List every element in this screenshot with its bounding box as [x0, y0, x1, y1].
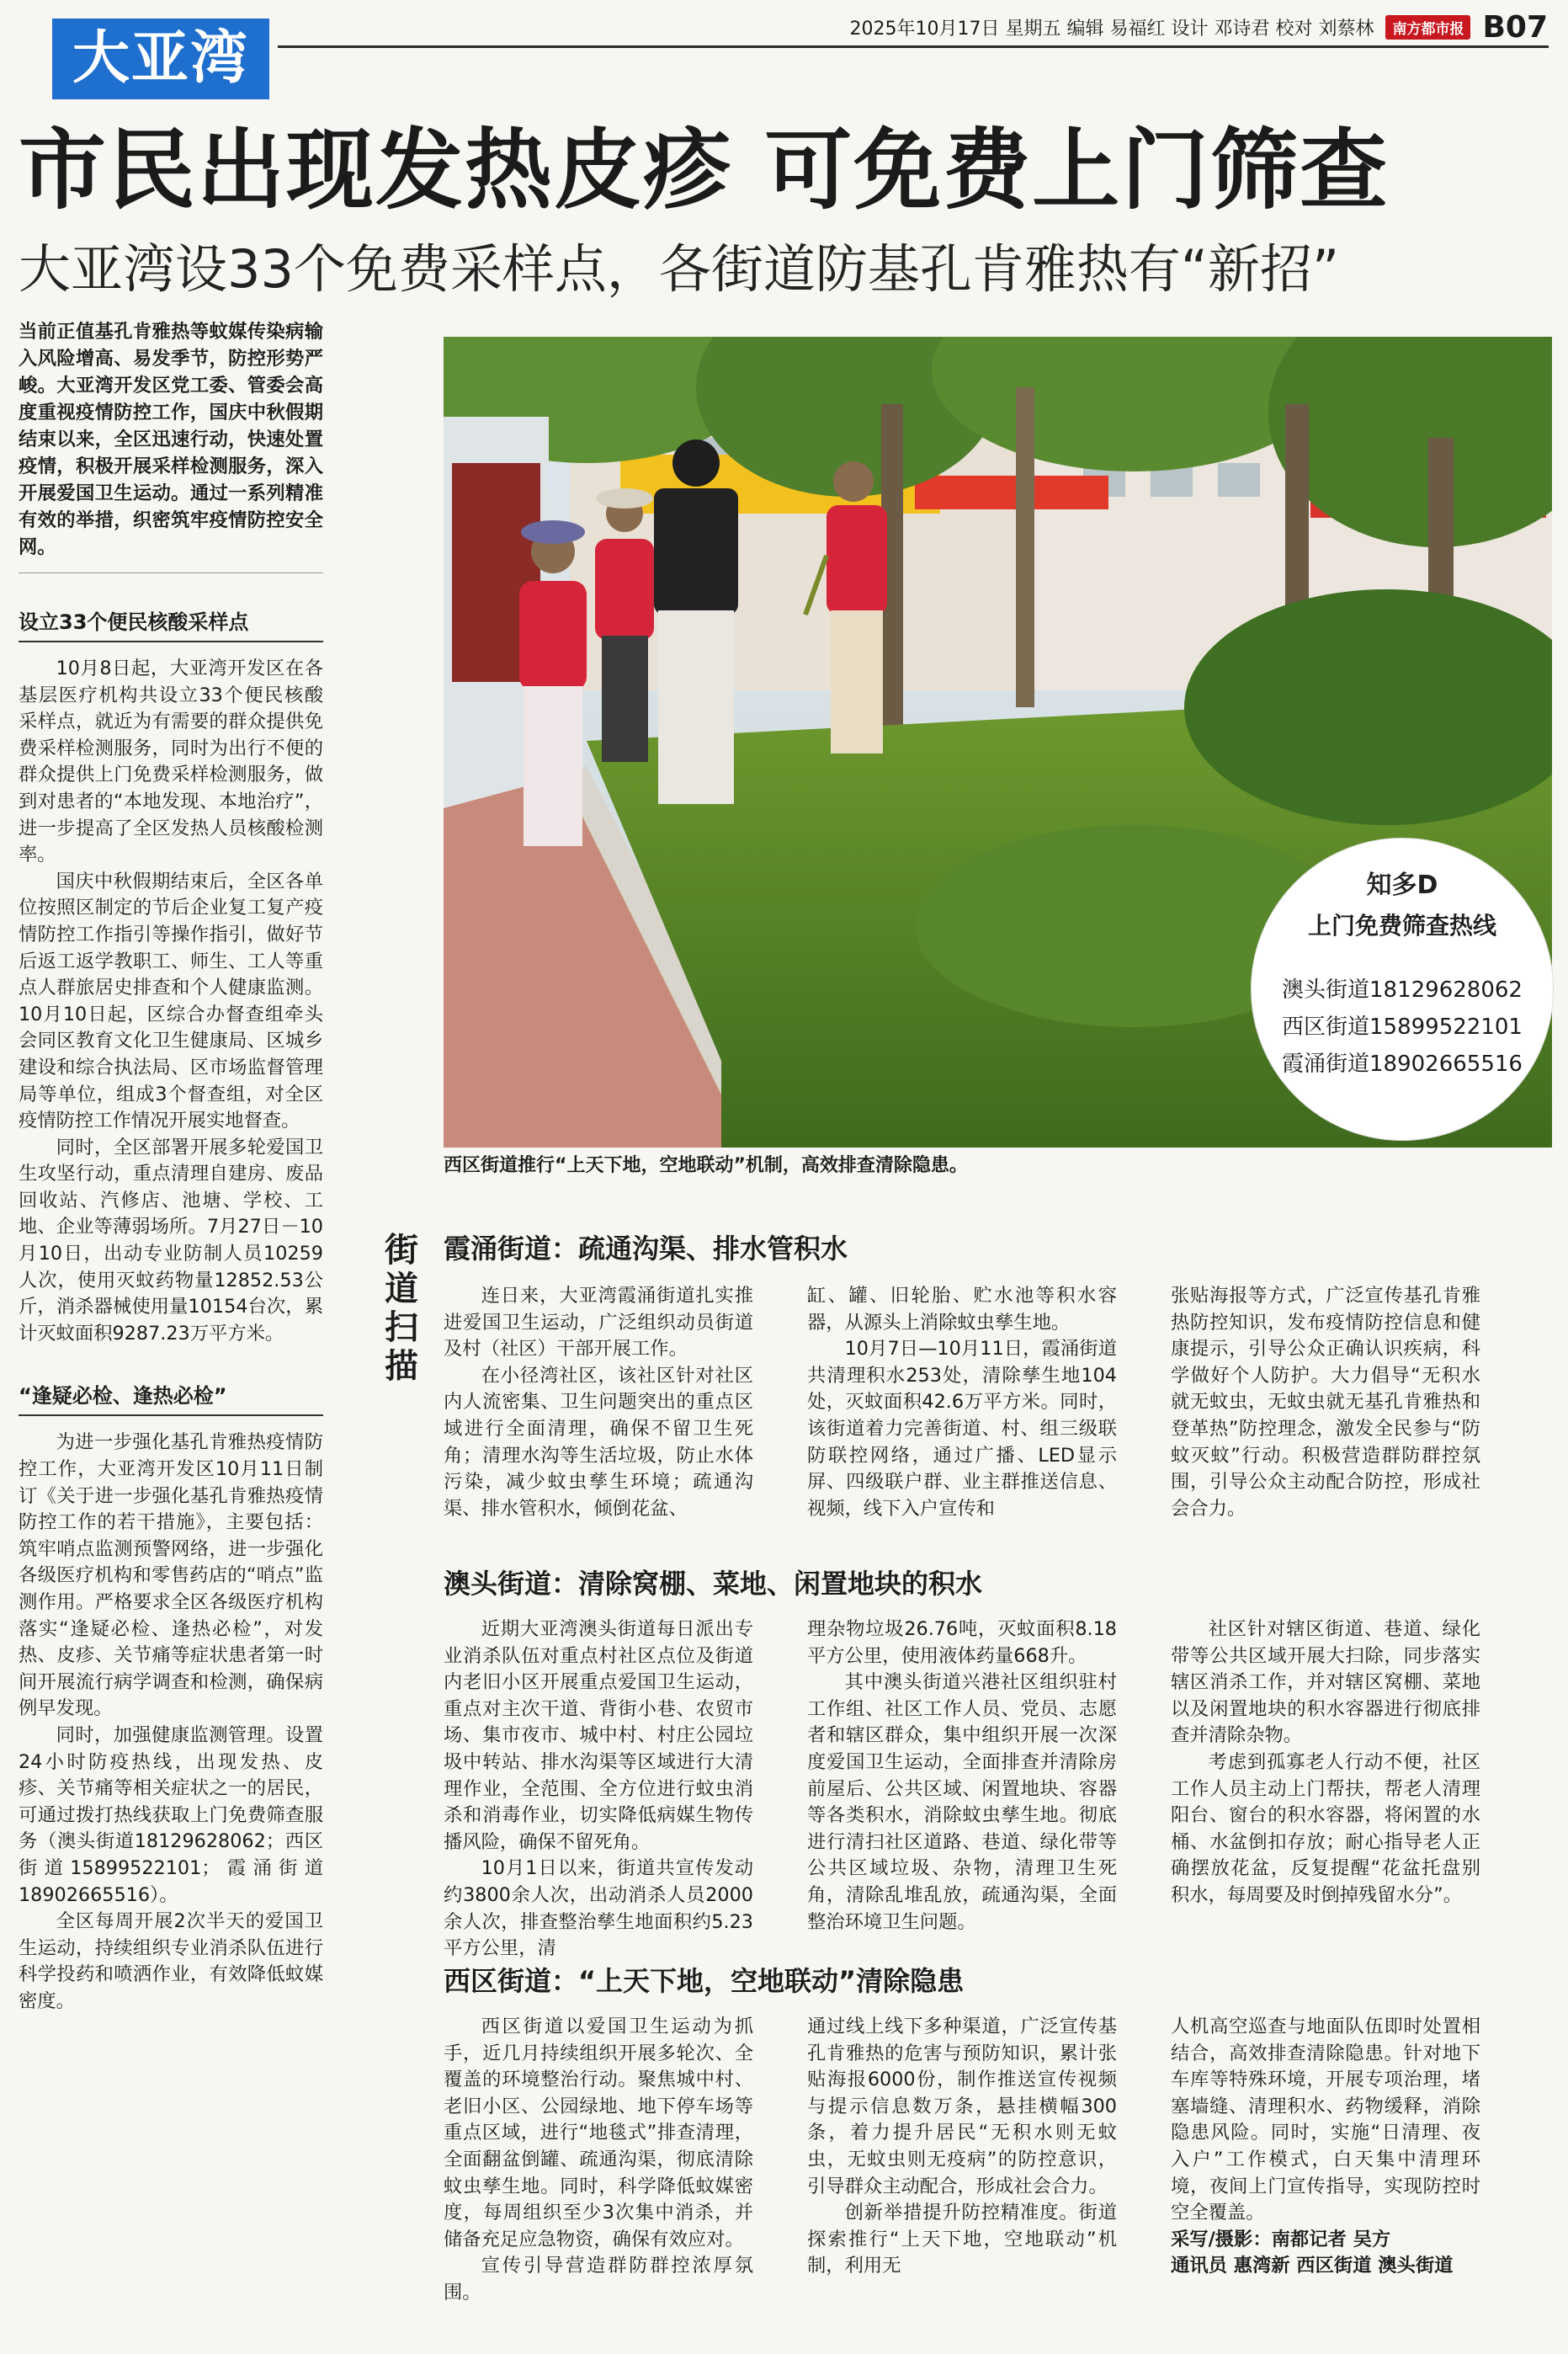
paragraph: 同时，全区部署开展多轮爱国卫生攻坚行动，重点清理自建房、废品回收站、汽修店、池塘、学校、工地、企业等薄弱场所。7月27日－10月10日，出动专业防制人员10259人次，使用灭蚊药物量12852.53公斤，消杀器械使用量10154台次，累计灭蚊面积9287.23万平方米。 [19, 1136, 323, 1345]
hotline-item: 澳头街道18129628062 [1282, 977, 1523, 1003]
paragraph: 10月7日—10月11日，霞涌街道共清理积水253处，清除孳生地104处，灭蚊面积42.6万平方米。同时，该街道着力完善街道、村、组三级联防联控网络，通过广播、LED显示屏、四级联户群、业主群推送信息、视频，线下入户宣传和 [807, 1338, 1117, 1520]
paragraph: 10月8日起，大亚湾开发区在各基层医疗机构共设立33个便民核酸采样点，就近为有需要的群众提供免费采样检测服务，同时为出行不便的群众提供上门免费采样检测服务，做到对患者的“本地发现、本地治疗”，进一步提高了全区发热人员核酸检测率。 [19, 658, 323, 866]
paragraph: 在小径湾社区，该社区针对社区内人流密集、卫生问题突出的重点区域进行全面清理，确保不留卫生死角；清理水沟等生活垃圾，防止水体污染，减少蚊虫孳生环境；疏通沟渠、排水管积水，倾倒花盆、 [444, 1364, 753, 1520]
hotline-brand: 知多D [1366, 871, 1438, 900]
text-column [444, 2014, 753, 2307]
credit-line: 通讯员 惠湾新 西区街道 澳头街道 [1171, 2255, 1454, 2277]
paragraph: 社区针对辖区街道、巷道、绿化带等公共区域开展大扫除，同步落实辖区消杀工作，并对辖区窝棚、菜地以及闲置地块的积水容器进行彻底排查并清除杂物。 [1171, 1618, 1480, 1747]
paragraph: 张贴海报等方式，广泛宣传基孔肯雅热防控知识，发布疫情防控信息和健康提示，引导公众正确认识疾病，科学做好个人防护。大力倡导“无积水就无蚊虫，无蚊虫就无基孔肯雅热和登革热”防控理念，激发全民参与“防蚊灭蚊”行动。积极营造群防群控氛围，引导公众主动配合防控，形成社会合力。 [1171, 1285, 1480, 1520]
hotline-title: 上门免费筛查热线 [1307, 912, 1496, 940]
side-label: 街道扫描 [385, 1231, 418, 1386]
paragraph: 考虑到孤寡老人行动不便，社区工作人员主动上门帮扶，帮老人清理阳台、窗台的积水容器，将闲置的水桶、水盆倒扣存放；耐心指导老人正确摆放花盆，反复提醒“花盆托盘别积水，每周要及时倒掉残留水分”。 [1171, 1750, 1480, 1906]
paragraph: 通过线上线下多种渠道，广泛宣传基孔肯雅热的危害与预防知识，累计张贴海报6000份，制作推送宣传视频与提示信息数万条，悬挂横幅300条，着力提升居民“无积水则无蚊虫，无蚊虫则无疫病”的防控意识，引导群众主动配合，形成社会合力。 [807, 2016, 1117, 2197]
newspaper-logo: 南方都市报 [1385, 15, 1470, 40]
subsection-body [444, 1283, 1480, 1522]
left-column [19, 318, 323, 2016]
header-meta [849, 9, 1548, 45]
headline: 市民出现发热皮疹 可免费上门筛查 [19, 119, 1390, 221]
resident [654, 439, 738, 804]
photo-caption: 西区街道推行“上天下地，空地联动”机制，高效排查清除隐患。 [444, 1155, 968, 1176]
paragraph: 全区每周开展2次半天的爱国卫生运动，持续组织专业消杀队伍进行科学投药和喷洒作业，有效降低蚊媒密度。 [19, 1910, 323, 2012]
paragraph: 其中澳头街道兴港社区组织驻村工作组、社区工作人员、党员、志愿者和辖区群众，集中组织开展一次深度爱国卫生运动，全面排查并清除房前屋后、公共区域、闲置地块、容器等各类积水，消除蚊虫孳生地。彻底进行清扫社区道路、巷道、绿化带等公共区域垃圾、杂物，清理卫生死角，清除乱堆乱放，疏通沟渠，全面整治环境卫生问题。 [807, 1671, 1117, 1933]
subsection-heading: 澳头街道：清除窝棚、菜地、闲置地块的积水 [444, 1568, 983, 1600]
text-column [807, 2014, 1117, 2307]
credit-line: 采写/摄影：南都记者 吴方 [1171, 2228, 1391, 2250]
subheadline: 大亚湾设33个免费采样点，各街道防基孔肯雅热有“新招” [19, 238, 1340, 300]
paragraph: 理杂物垃圾26.76吨，灭蚊面积8.18平方公里，使用液体药量668升。 [807, 1618, 1117, 1667]
paragraph: 创新举措提升防控精准度。街道探索推行“上天下地，空地联动”机制，利用无 [807, 2202, 1117, 2277]
shop-sign [915, 476, 1108, 509]
paragraph: 连日来，大亚湾霞涌街道扎实推进爱国卫生运动，广泛组织动员街道及村（社区）干部开展工作。 [444, 1285, 753, 1361]
hotline-item: 西区街道15899522101 [1282, 1015, 1523, 1040]
hotline-list [1252, 972, 1553, 1083]
header-rule [278, 45, 1549, 48]
lead-paragraph [19, 318, 323, 561]
issue-info: 2025年10月17日 星期五 编辑 易福红 设计 邓诗君 校对 刘蔡林 [849, 18, 1374, 40]
left-section-heading: 设立33个便民核酸采样点 [19, 607, 323, 642]
text-column [807, 1616, 1117, 1963]
paragraph: 为进一步强化基孔肯雅热疫情防控工作，大亚湾开发区10月11日制订《关于进一步强化基孔肯雅热疫情防控工作的若干措施》，主要包括：筑牢哨点监测预警网络，进一步强化各级医疗机构和零售药店的“哨点”监测作用。严格要求全区各级医疗机构落实“逢疑必检、逢热必检”，对发热、皮疹、关节痛等症状患者第一时间开展流行病学调查和检测，确保病例早发现。 [19, 1431, 323, 1720]
paragraph: 西区街道以爱国卫生运动为抓手，近几月持续组织开展多轮次、全覆盖的环境整治行动。聚焦城中村、老旧小区、公园绿地、地下停车场等重点区域，进行“地毯式”排查清理，全面翻盆倒罐、疏通沟渠，彻底清除蚊虫孳生地。同时，科学降低蚊媒密度，每周组织至少3次集中消杀，并储备充足应急物资，确保有效应对。 [444, 2016, 753, 2250]
hotline-info-circle [1251, 838, 1554, 1141]
text-column [807, 1283, 1117, 1522]
paragraph: 近期大亚湾澳头街道每日派出专业消杀队伍对重点村社区点位及街道内老旧小区开展重点爱国卫生运动，重点对主次干道、背街小巷、农贸市场、集市夜市、城中村、村庄公园垃圾中转站、排水沟渠等区域进行大清理作业，全范围、全方位进行蚊虫消杀和消毒作业，切实降低病媒生物传播风险，确保不留死角。 [444, 1618, 753, 1853]
paragraph: 10月1日以来，街道共宣传发动约3800余人次，出动消杀人员2000余人次，排查整治孳生地面积约5.23平方公里，清 [444, 1857, 753, 1960]
paragraph: 人机高空巡查与地面队伍即时处置相结合，高效排查清除隐患。针对地下车库等特殊环境，开展专项治理，堵塞墙缝、清理积水、药物缓释，消除隐患风险。同时，实施“日清理、夜入户”工作模式，白天集中清理环境，夜间上门宣传指导，实现防控时空全覆盖。 [1171, 2016, 1480, 2224]
text-column [444, 1616, 753, 1963]
hotline-item: 霞涌街道18902665516 [1282, 1052, 1523, 1077]
subsection-heading: 霞涌街道：疏通沟渠、排水管积水 [444, 1233, 848, 1265]
paragraph: 缸、罐、旧轮胎、贮水池等积水容器，从源头上消除蚊虫孳生地。 [807, 1285, 1117, 1334]
credits [1171, 2227, 1480, 2280]
text-column [444, 1283, 753, 1522]
left-section-heading: “逢疑必检、逢热必检” [19, 1381, 323, 1416]
subsection-body [444, 1616, 1480, 1963]
paragraph: 宣传引导营造群防群控浓厚氛围。 [444, 2255, 753, 2303]
paragraph: 国庆中秋假期结束后，全区各单位按照区制定的节后企业复工复产疫情防控工作指引等操作指引，做好节后返工返学教职工、师生、工人等重点人群旅居史排查和个人健康监测。10月10日起，区综合办督查组牵头会同区教育文化卫生健康局、区城乡建设和综合执法局、区市场监督管理局等单位，组成3个督查组，对全区疫情防控工作情况开展实地督查。 [19, 870, 323, 1132]
lead-text: 当前正值基孔肯雅热等蚊媒传染病输入风险增高、易发季节，防控形势严峻。大亚湾开发区党工委、管委会高度重视疫情防控工作，国庆中秋假期结束以来，全区迅速行动，快速处置疫情，积极开展采样检测服务，深入开展爱国卫生运动。通过一系列精准有效的举措，织密筑牢疫情防控安全网。 [19, 321, 323, 558]
page-number: B07 [1482, 9, 1548, 45]
subsection-body [444, 2014, 1480, 2307]
subsection-heading: 西区街道：“上天下地，空地联动”清除隐患 [444, 1965, 965, 1997]
text-column [1171, 1616, 1480, 1963]
text-column [1171, 2014, 1480, 2307]
text-column [1171, 1283, 1480, 1522]
paragraph: 同时，加强健康监测管理。设置24小时防疫热线，出现发热、皮疹、关节痛等相关症状之一的居民，可通过拨打热线获取上门免费筛查服务（澳头街道18129628062；西区街道15899522101；霞涌街道18902665516）。 [19, 1723, 323, 1906]
section-tag: 大亚湾 [52, 19, 269, 99]
